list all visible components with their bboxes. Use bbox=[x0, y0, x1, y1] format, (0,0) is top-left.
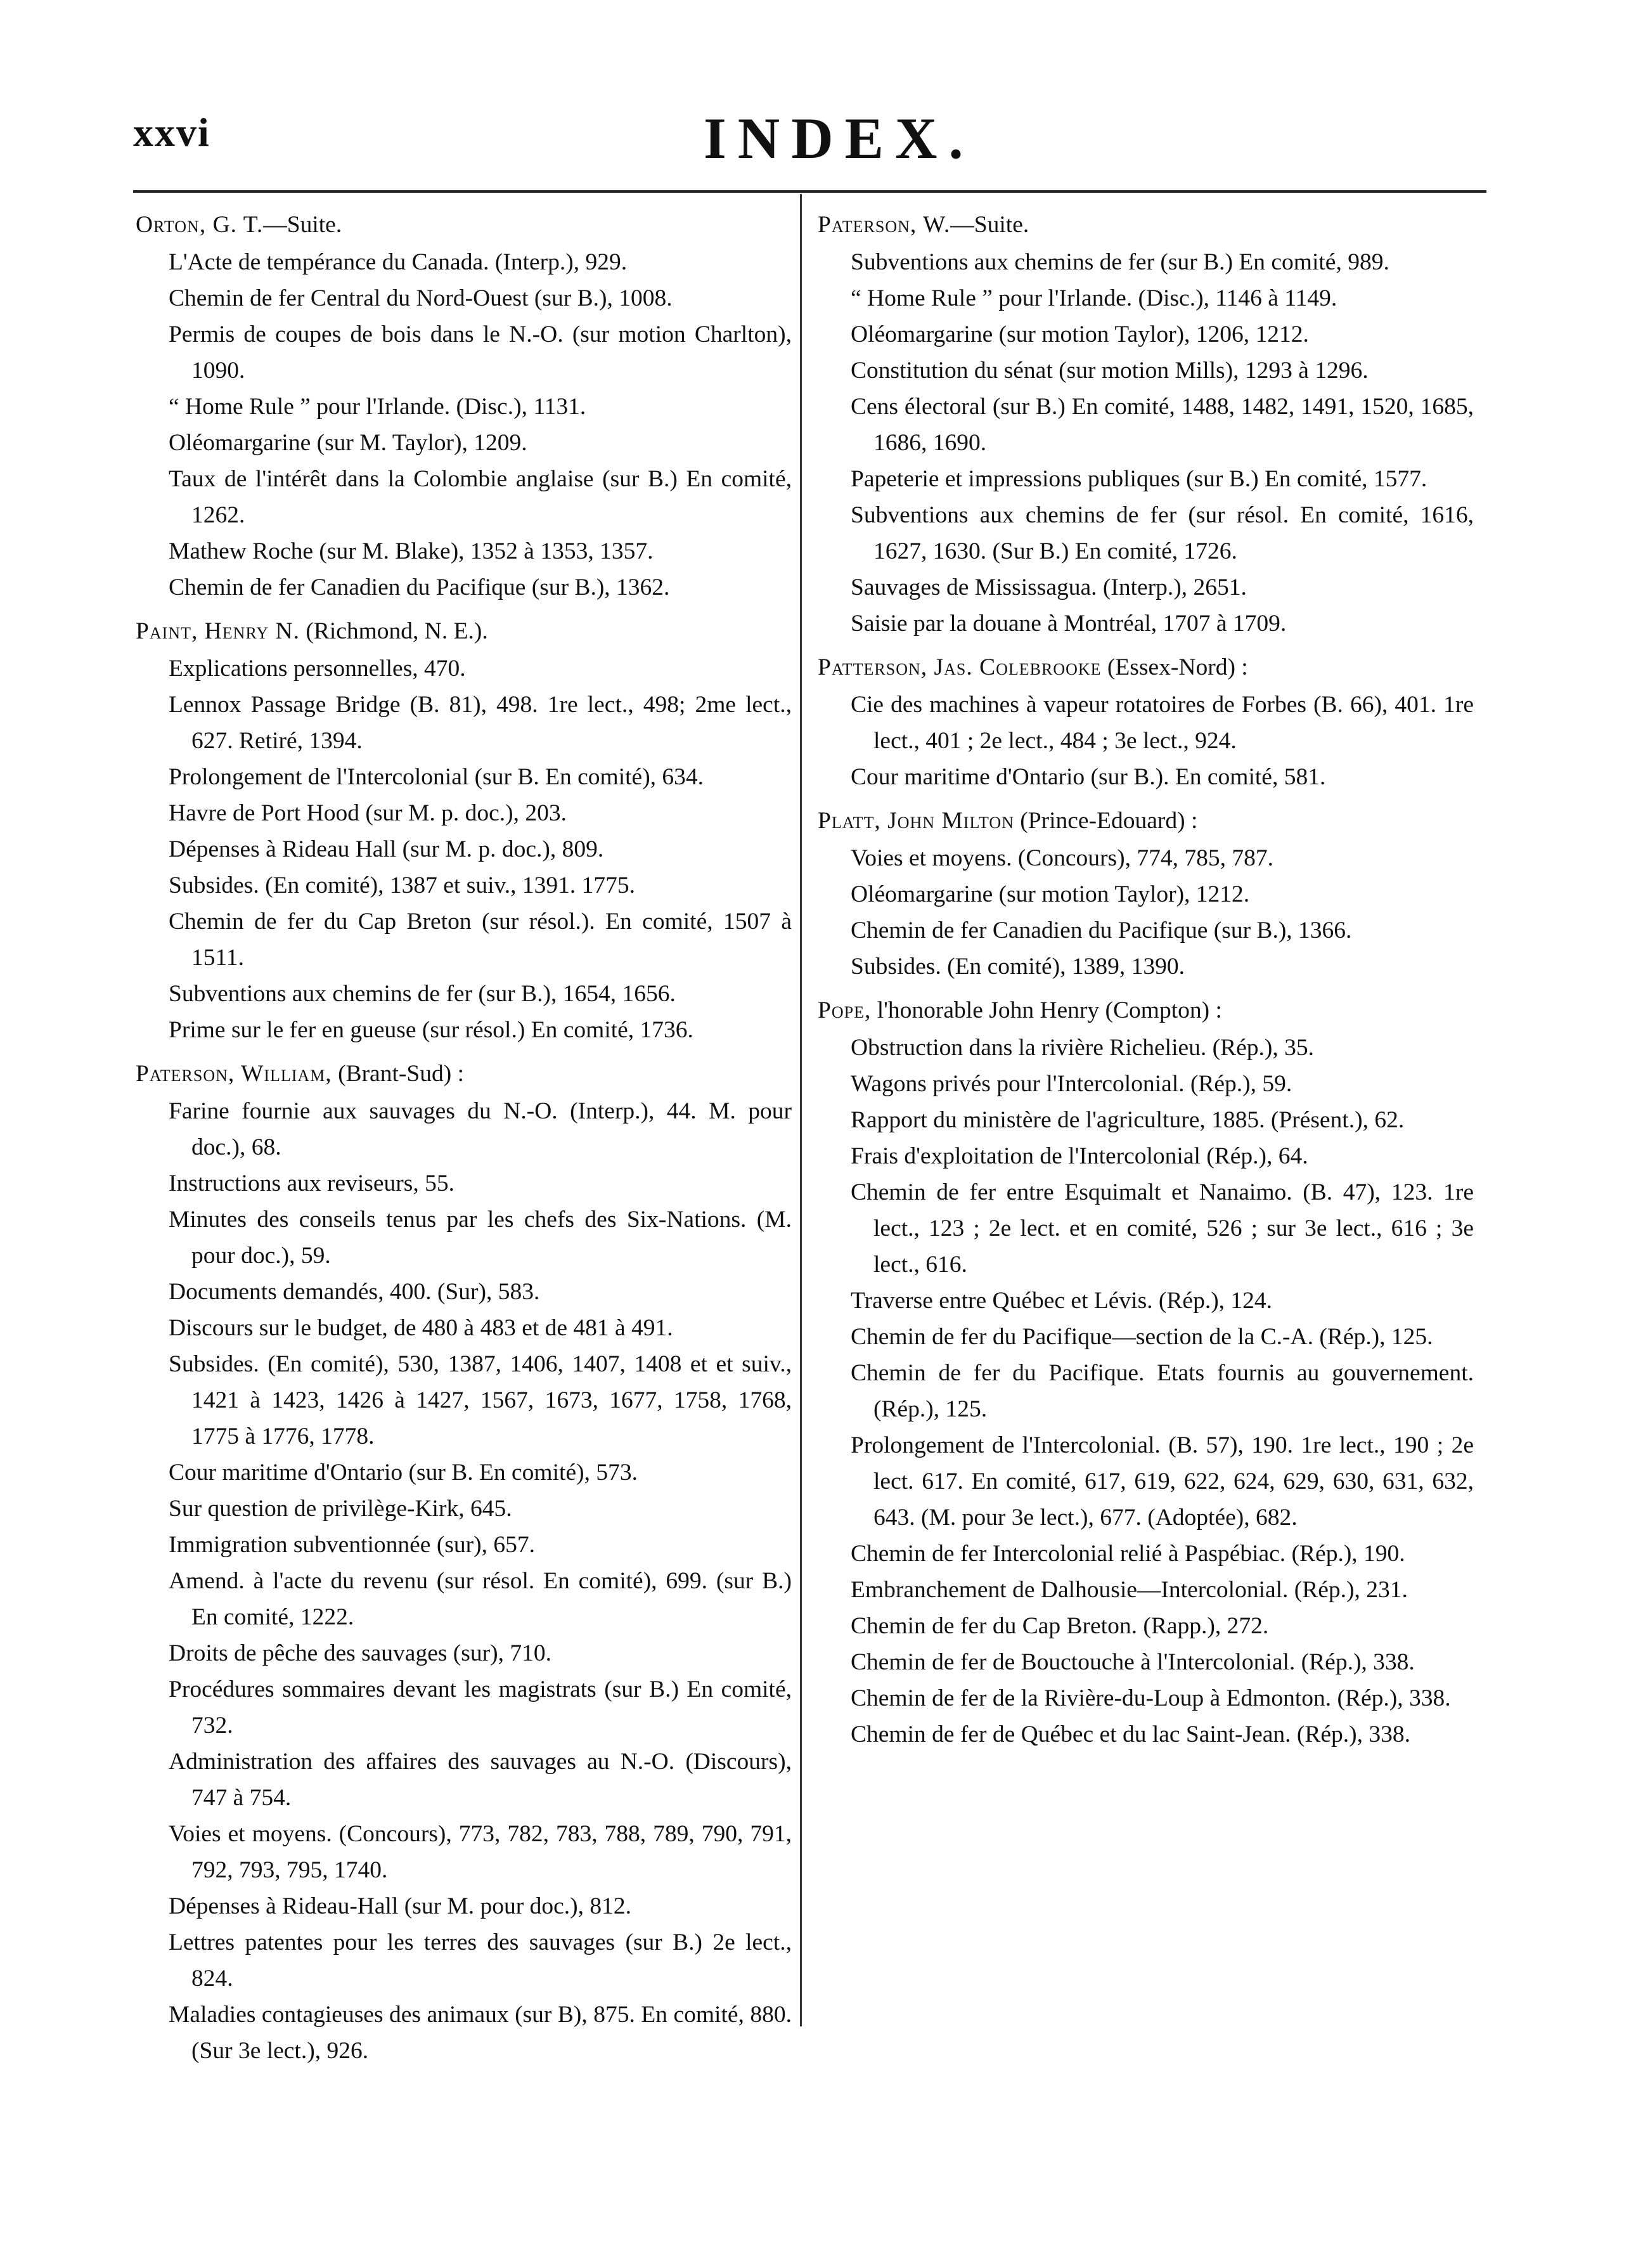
entry-qualifier: l'honorable John Henry (Compton) : bbox=[871, 997, 1222, 1023]
sub-entry: Chemin de fer Canadien du Pacifique (sur B.), 1362. bbox=[169, 574, 670, 600]
index-entry bbox=[136, 613, 792, 1048]
sub-entry: Wagons privés pour l'Intercolonial. (Rép.), 59. bbox=[851, 1071, 1292, 1097]
sub-entry: Voies et moyens. (Concours), 773, 782, 783, 788, 789, 790, 791, 792, 793, 795, 1740. bbox=[169, 1821, 792, 1883]
sub-entry: Oléomargarine (sur M. Taylor), 1209. bbox=[169, 430, 527, 456]
entry-qualifier: (Prince-Edouard) : bbox=[1014, 808, 1198, 834]
page-title: INDEX. bbox=[704, 106, 975, 171]
sub-entry: Dépenses à Rideau-Hall (sur M. pour doc.), 812. bbox=[169, 1893, 632, 1919]
entry-heading bbox=[136, 613, 792, 649]
entry-qualifier: (Essex-Nord) : bbox=[1101, 654, 1248, 680]
right-column bbox=[818, 207, 1474, 1760]
sub-entry: Voies et moyens. (Concours), 774, 785, 787. bbox=[851, 845, 1273, 871]
sub-entry: Frais d'exploitation de l'Intercolonial (Rép.), 64. bbox=[851, 1143, 1308, 1169]
sub-entry: Permis de coupes de bois dans le N.-O. (sur motion Charlton), 1090. bbox=[169, 321, 792, 384]
page-number: xxvi bbox=[133, 110, 210, 155]
sub-entry: Immigration subventionnée (sur), 657. bbox=[169, 1532, 536, 1558]
entry-qualifier: —Suite. bbox=[950, 212, 1029, 238]
sub-entry: Sur question de privilège-Kirk, 645. bbox=[169, 1496, 512, 1522]
sub-entry: Cour maritime d'Ontario (sur B.). En comité, 581. bbox=[851, 764, 1326, 790]
sub-entry: Taux de l'intérêt dans la Colombie anglaise (sur B.) En comité, 1262. bbox=[169, 466, 792, 528]
entry-heading bbox=[818, 207, 1474, 243]
sub-entry: Maladies contagieuses des animaux (sur B), 875. En comité, 880. (Sur 3e lect.), 926. bbox=[169, 2002, 792, 2064]
sub-entry: “ Home Rule ” pour l'Irlande. (Disc.), 1146 à 1149. bbox=[851, 285, 1337, 311]
index-entry bbox=[136, 1056, 792, 2069]
sub-entry: Embranchement de Dalhousie—Intercolonial. (Rép.), 231. bbox=[851, 1577, 1408, 1603]
sub-entry: Mathew Roche (sur M. Blake), 1352 à 1353, 1357. bbox=[169, 538, 654, 564]
index-entry bbox=[818, 649, 1474, 795]
sub-entry: Chemin de fer du Pacifique. Etats fournis au gouvernement. (Rép.), 125. bbox=[851, 1360, 1474, 1422]
sub-entry: Chemin de fer du Pacifique—section de la C.-A. (Rép.), 125. bbox=[851, 1324, 1433, 1350]
entry-qualifier: (Richmond, N. E.). bbox=[299, 618, 488, 644]
sub-entry: Subventions aux chemins de fer (sur B.), 1654, 1656. bbox=[169, 981, 676, 1007]
index-entry bbox=[818, 207, 1474, 642]
sub-entry: Prime sur le fer en gueuse (sur résol.) En comité, 1736. bbox=[169, 1017, 693, 1043]
sub-entry: Cour maritime d'Ontario (sur B. En comité), 573. bbox=[169, 1460, 638, 1486]
sub-entry: Saisie par la douane à Montréal, 1707 à 1709. bbox=[851, 611, 1287, 637]
sub-entry: Constitution du sénat (sur motion Mills), 1293 à 1296. bbox=[851, 358, 1369, 384]
sub-entry: Rapport du ministère de l'agriculture, 1885. (Présent.), 62. bbox=[851, 1107, 1405, 1133]
sub-entry: Sauvages de Mississagua. (Interp.), 2651. bbox=[851, 574, 1247, 600]
entry-heading bbox=[818, 649, 1474, 685]
entry-qualifier: (Brant-Sud) : bbox=[332, 1061, 464, 1087]
sub-entry: Papeterie et impressions publiques (sur B.) En comité, 1577. bbox=[851, 466, 1427, 492]
index-entry bbox=[818, 803, 1474, 985]
sub-entry: Subsides. (En comité), 1389, 1390. bbox=[851, 954, 1185, 980]
sub-entry: Prolongement de l'Intercolonial. (B. 57), 190. 1re lect., 190 ; 2e lect. 617. En comité, 617, 619, 622, 624, 629, 630, 631, 632, 643. (M. pour 3e lect.), 677. (Adoptée), 682. bbox=[851, 1432, 1474, 1531]
entry-name: Patterson, Jas. Colebrooke bbox=[818, 654, 1102, 680]
entry-heading bbox=[136, 207, 792, 243]
entry-name: Paterson, William, bbox=[136, 1061, 332, 1087]
sub-entry: Farine fournie aux sauvages du N.-O. (Interp.), 44. M. pour doc.), 68. bbox=[169, 1098, 792, 1160]
sub-entry: Minutes des conseils tenus par les chefs des Six-Nations. (M. pour doc.), 59. bbox=[169, 1207, 792, 1269]
sub-entry: Chemin de fer de Bouctouche à l'Intercolonial. (Rép.), 338. bbox=[851, 1649, 1415, 1675]
sub-entry: Cens électoral (sur B.) En comité, 1488, 1482, 1491, 1520, 1685, 1686, 1690. bbox=[851, 394, 1474, 456]
sub-entry: Chemin de fer du Cap Breton (sur résol.). En comité, 1507 à 1511. bbox=[169, 909, 792, 971]
sub-entry: Subsides. (En comité), 1387 et suiv., 1391. 1775. bbox=[169, 872, 636, 898]
sub-entry: Droits de pêche des sauvages (sur), 710. bbox=[169, 1640, 551, 1666]
sub-entry: Oléomargarine (sur motion Taylor), 1206, 1212. bbox=[851, 321, 1309, 347]
sub-entry: Obstruction dans la rivière Richelieu. (Rép.), 35. bbox=[851, 1035, 1315, 1061]
sub-entry: Cie des machines à vapeur rotatoires de Forbes (B. 66), 401. 1re lect., 401 ; 2e lect., 484 ; 3e lect., 924. bbox=[851, 692, 1474, 754]
column-divider bbox=[800, 194, 802, 2026]
sub-entry: Chemin de fer Intercolonial relié à Paspébiac. (Rép.), 190. bbox=[851, 1541, 1405, 1567]
sub-entry: “ Home Rule ” pour l'Irlande. (Disc.), 1131. bbox=[169, 394, 586, 420]
sub-entry: Traverse entre Québec et Lévis. (Rép.), 124. bbox=[851, 1288, 1273, 1314]
left-column bbox=[136, 207, 792, 2077]
entry-heading bbox=[136, 1056, 792, 1092]
sub-entry: Procédures sommaires devant les magistrats (sur B.) En comité, 732. bbox=[169, 1676, 792, 1739]
sub-entry: Lettres patentes pour les terres des sauvages (sur B.) 2e lect., 824. bbox=[169, 1929, 792, 1992]
entry-name: Orton, G. T. bbox=[136, 212, 264, 238]
entry-name: Platt, John Milton bbox=[818, 808, 1014, 834]
sub-entry: Documents demandés, 400. (Sur), 583. bbox=[169, 1279, 540, 1305]
entry-qualifier: —Suite. bbox=[263, 212, 342, 238]
entry-heading bbox=[818, 992, 1474, 1028]
entry-heading bbox=[818, 803, 1474, 839]
sub-entry: Chemin de fer Canadien du Pacifique (sur B.), 1366. bbox=[851, 917, 1352, 943]
entry-name: Pope, bbox=[818, 997, 872, 1023]
sub-entry: Dépenses à Rideau Hall (sur M. p. doc.), 809. bbox=[169, 836, 604, 862]
sub-entry: L'Acte de tempérance du Canada. (Interp.), 929. bbox=[169, 249, 628, 275]
index-entry bbox=[818, 992, 1474, 1753]
sub-entry: Chemin de fer du Cap Breton. (Rapp.), 272. bbox=[851, 1613, 1269, 1639]
sub-entry: Oléomargarine (sur motion Taylor), 1212. bbox=[851, 881, 1250, 907]
sub-entry: Chemin de fer de Québec et du lac Saint-Jean. (Rép.), 338. bbox=[851, 1721, 1411, 1747]
entry-name: Paterson, W. bbox=[818, 212, 951, 238]
index-entry bbox=[136, 207, 792, 606]
sub-entry: Amend. à l'acte du revenu (sur résol. En comité), 699. (sur B.) En comité, 1222. bbox=[169, 1568, 792, 1630]
sub-entry: Subventions aux chemins de fer (sur résol. En comité, 1616, 1627, 1630. (Sur B.) En comité, 1726. bbox=[851, 502, 1474, 564]
sub-entry: Havre de Port Hood (sur M. p. doc.), 203. bbox=[169, 800, 567, 826]
sub-entry: Explications personnelles, 470. bbox=[169, 656, 466, 682]
sub-entry: Lennox Passage Bridge (B. 81), 498. 1re lect., 498; 2me lect., 627. Retiré, 1394. bbox=[169, 692, 792, 754]
header-rule bbox=[133, 190, 1486, 193]
sub-entry: Discours sur le budget, de 480 à 483 et de 481 à 491. bbox=[169, 1315, 673, 1341]
entry-name: Paint, Henry N. bbox=[136, 618, 300, 644]
sub-entry: Subsides. (En comité), 530, 1387, 1406, 1407, 1408 et et suiv., 1421 à 1423, 1426 à 1427, 1567, 1673, 1677, 1758, 1768, 1775 à 1776, 1778. bbox=[169, 1351, 792, 1449]
sub-entry: Subventions aux chemins de fer (sur B.) En comité, 989. bbox=[851, 249, 1389, 275]
sub-entry: Instructions aux reviseurs, 55. bbox=[169, 1170, 454, 1196]
sub-entry: Prolongement de l'Intercolonial (sur B. En comité), 634. bbox=[169, 764, 704, 790]
sub-entry: Administration des affaires des sauvages au N.-O. (Discours), 747 à 754. bbox=[169, 1749, 792, 1811]
sub-entry: Chemin de fer de la Rivière-du-Loup à Edmonton. (Rép.), 338. bbox=[851, 1685, 1451, 1711]
sub-entry: Chemin de fer entre Esquimalt et Nanaimo. (B. 47), 123. 1re lect., 123 ; 2e lect. et en comité, 526 ; sur 3e lect., 616 ; 3e lect., 616. bbox=[851, 1179, 1474, 1278]
sub-entry: Chemin de fer Central du Nord-Ouest (sur B.), 1008. bbox=[169, 285, 673, 311]
